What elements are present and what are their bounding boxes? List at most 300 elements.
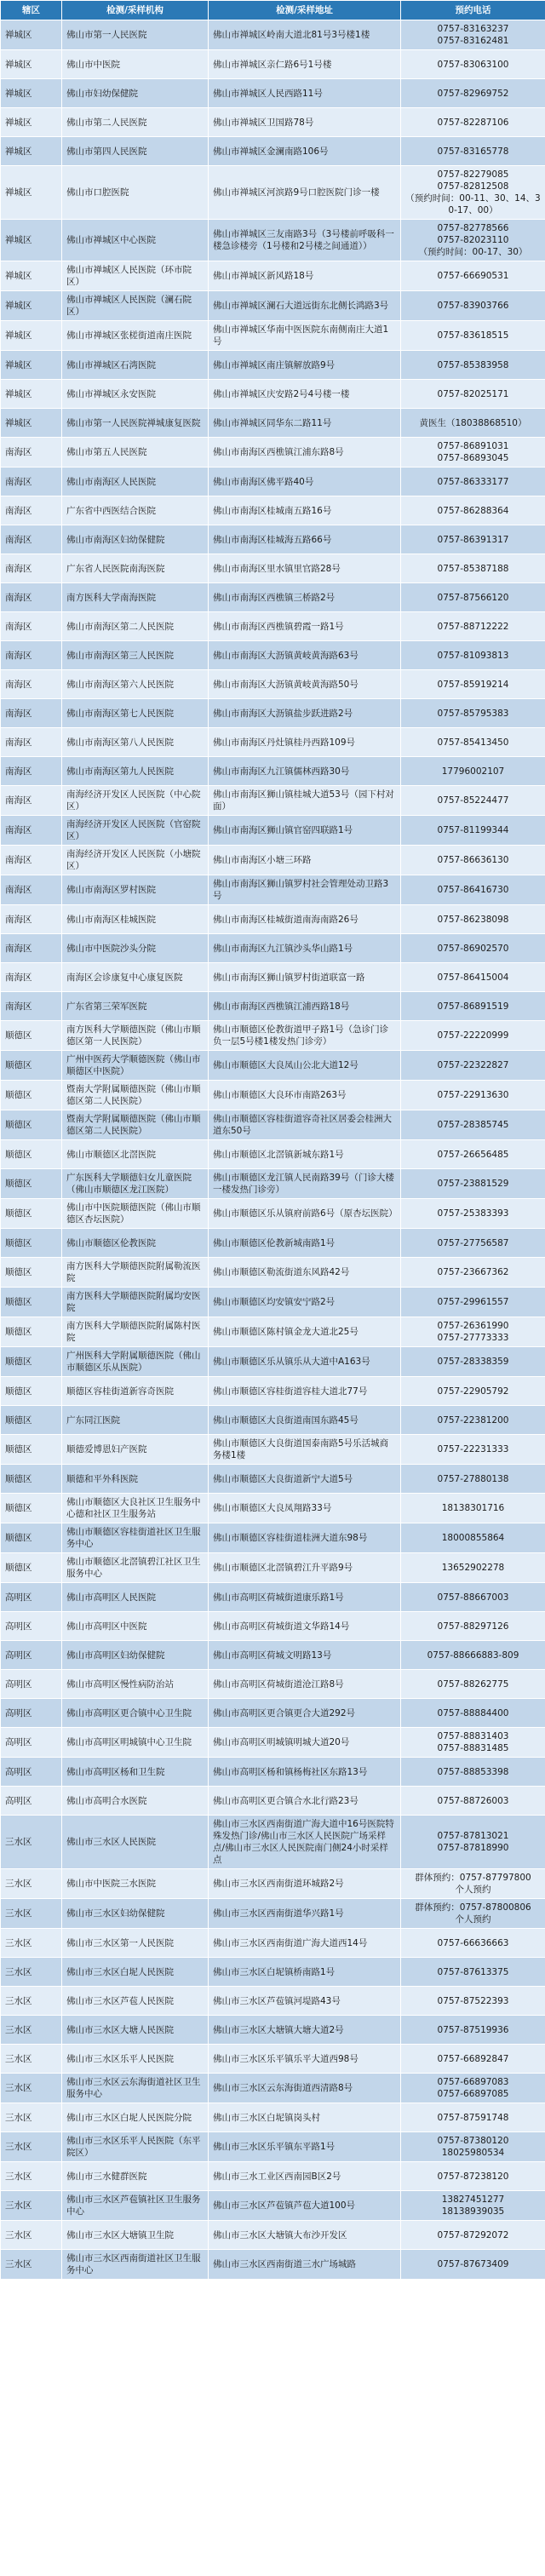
phone-cell: 0757-81199344: [401, 816, 545, 846]
table-row: [1, 1229, 545, 1258]
address-cell: 佛山市顺德区大良凤翔路33号: [209, 1494, 401, 1523]
address-cell: 佛山市南海区狮山镇桂城大道53号（园下村对面）: [209, 786, 401, 816]
institution-cell: 佛山市第二人民医院: [62, 108, 209, 137]
address-cell: 佛山市南海区狮山镇官窑四联路1号: [209, 816, 401, 846]
institution-cell: 佛山市三水区大塘人民医院: [62, 2016, 209, 2045]
table-row: [1, 670, 545, 699]
table-row: [1, 1958, 545, 1987]
table-row: [1, 1583, 545, 1612]
table-row: [1, 1169, 545, 1199]
phone-cell: 0757-22220999: [401, 1021, 545, 1051]
district-cell: 禅城区: [1, 50, 62, 79]
phone-cell: 0757-86891519: [401, 992, 545, 1021]
institution-cell: 顺德区容桂街道新容奇医院: [62, 1377, 209, 1406]
phone-cell: 0757-83063100: [401, 50, 545, 79]
address-cell: 佛山市三水区西南街道环城路2号: [209, 1869, 401, 1899]
phone-cell: 群体预约：0757-87800806 个人预约: [401, 1899, 545, 1929]
address-cell: 佛山市顺德区伦教新城南路1号: [209, 1229, 401, 1258]
address-cell: 佛山市高明区荷城街道康乐路1号: [209, 1583, 401, 1612]
district-cell: 禅城区: [1, 220, 62, 261]
address-cell: 佛山市禅城区同华东二路11号: [209, 409, 401, 438]
phone-cell: 0757-86415004: [401, 963, 545, 992]
address-cell: 佛山市三水区云东海街道西清路8号: [209, 2074, 401, 2103]
institution-cell: 佛山市高明区慢性病防治站: [62, 1670, 209, 1699]
institution-cell: 佛山市高明区杨和卫生院: [62, 1758, 209, 1787]
phone-cell: 0757-27756587: [401, 1229, 545, 1258]
address-cell: 佛山市三水工业区西南园B区2号: [209, 2162, 401, 2191]
institution-cell: 佛山市顺德区北滘医院: [62, 1140, 209, 1169]
phone-cell: 0757-26361990 0757-27773333: [401, 1317, 545, 1347]
institution-cell: 佛山市禅城区人民医院（环市院区）: [62, 261, 209, 291]
table-row: [1, 963, 545, 992]
phone-cell: 18000855864: [401, 1523, 545, 1553]
table-row: [1, 220, 545, 261]
table-row: [1, 79, 545, 108]
institution-cell: 南海经济开发区人民医院（小塘院区）: [62, 846, 209, 875]
table-row: [1, 1612, 545, 1641]
address-cell: 佛山市禅城区金澜南路106号: [209, 137, 401, 166]
district-cell: 三水区: [1, 2162, 62, 2191]
district-cell: 三水区: [1, 2016, 62, 2045]
phone-cell: 0757-88666883-809: [401, 1641, 545, 1670]
phone-cell: 0757-26656485: [401, 1140, 545, 1169]
institution-cell: 南海区会诊康复中心康复医院: [62, 963, 209, 992]
institution-cell: 佛山市高明区中医院: [62, 1612, 209, 1641]
district-cell: 高明区: [1, 1787, 62, 1816]
table-row: [1, 380, 545, 409]
institution-cell: 顺德和平外科医院: [62, 1465, 209, 1494]
table-row: [1, 1728, 545, 1758]
phone-cell: 0757-86333177: [401, 468, 545, 496]
address-cell: 佛山市顺德区陈村镇金龙大道北25号: [209, 1317, 401, 1347]
table-row: [1, 1670, 545, 1699]
institution-cell: 暨南大学附属顺德医院（佛山市顺德区第二人民医院）: [62, 1081, 209, 1110]
phone-cell: 黄医生（18038868510）: [401, 409, 545, 438]
district-cell: 顺德区: [1, 1051, 62, 1081]
institution-cell: 佛山市南海区第八人民医院: [62, 728, 209, 757]
phone-cell: 0757-87591748: [401, 2103, 545, 2132]
institution-cell: 佛山市第四人民医院: [62, 137, 209, 166]
phone-cell: 0757-87813021 0757-87818990: [401, 1816, 545, 1869]
address-cell: 佛山市三水区大塘镇大塘大道2号: [209, 2016, 401, 2045]
address-cell: 佛山市顺德区乐从镇府前路6号（原杏坛医院）: [209, 1199, 401, 1229]
address-cell: 佛山市三水区白坭镇桥南路1号: [209, 1958, 401, 1987]
institution-cell: 南海经济开发区人民医院（官窑院区）: [62, 816, 209, 846]
district-cell: 顺德区: [1, 1435, 62, 1465]
address-cell: 佛山市高明区荷城街道文华路14号: [209, 1612, 401, 1641]
address-cell: 佛山市南海区佛平路40号: [209, 468, 401, 496]
district-cell: 南海区: [1, 992, 62, 1021]
district-cell: 三水区: [1, 1869, 62, 1899]
phone-cell: 0757-86891031 0757-86893045: [401, 438, 545, 468]
address-cell: 佛山市南海区里水镇里官路28号: [209, 554, 401, 583]
table-row: [1, 20, 545, 50]
phone-cell: 0757-87292072: [401, 2221, 545, 2250]
table-row: [1, 1406, 545, 1435]
table-row: [1, 468, 545, 496]
address-cell: 佛山市南海区桂城街道南海南路26号: [209, 905, 401, 934]
district-cell: 顺德区: [1, 1229, 62, 1258]
institution-cell: 佛山市顺德区大良社区卫生服务中心德和社区卫生服务站: [62, 1494, 209, 1523]
institution-cell: 南方医科大学南海医院: [62, 583, 209, 612]
table-row: [1, 1987, 545, 2016]
institution-cell: 佛山市南海区人民医院: [62, 468, 209, 496]
phone-cell: 0757-87673409: [401, 2250, 545, 2280]
address-cell: 佛山市三水区白坭镇岗头村: [209, 2103, 401, 2132]
address-cell: 佛山市顺德区大良街道南国东路45号: [209, 1406, 401, 1435]
address-cell: 佛山市禅城区岭南大道北81号3号楼1楼: [209, 20, 401, 50]
district-cell: 三水区: [1, 1958, 62, 1987]
institution-cell: 佛山市禅城区人民医院（澜石院区）: [62, 291, 209, 321]
phone-cell: 0757-86238098: [401, 905, 545, 934]
table-row: [1, 166, 545, 220]
address-cell: 佛山市顺德区大良街道国泰南路5号乐活城商务楼1楼: [209, 1435, 401, 1465]
institution-cell: 广东省中西医结合医院: [62, 496, 209, 525]
table-row: [1, 846, 545, 875]
phone-cell: 0757-85919214: [401, 670, 545, 699]
institution-cell: 佛山市南海区桂城医院: [62, 905, 209, 934]
institution-cell: 佛山市三水区云东海街道社区卫生服务中心: [62, 2074, 209, 2103]
phone-cell: 0757-87238120: [401, 2162, 545, 2191]
phone-cell: 17796002107: [401, 757, 545, 786]
district-cell: 南海区: [1, 612, 62, 641]
district-cell: 顺德区: [1, 1258, 62, 1288]
district-cell: 南海区: [1, 699, 62, 728]
table-row: [1, 1816, 545, 1869]
district-cell: 三水区: [1, 2250, 62, 2280]
district-cell: 三水区: [1, 1929, 62, 1958]
header-institution: 检测/采样机构: [62, 1, 209, 20]
district-cell: 南海区: [1, 583, 62, 612]
phone-cell: 0757-66897083 0757-66897085: [401, 2074, 545, 2103]
phone-cell: 0757-85383958: [401, 351, 545, 380]
table-row: [1, 1494, 545, 1523]
phone-cell: 0757-88853398: [401, 1758, 545, 1787]
address-cell: 佛山市高明区荷城街道沧江路8号: [209, 1670, 401, 1699]
district-cell: 禅城区: [1, 261, 62, 291]
institution-cell: 佛山市三水区乐平人民医院（东平院区）: [62, 2132, 209, 2162]
institution-cell: 佛山市三水健群医院: [62, 2162, 209, 2191]
table-row: [1, 1110, 545, 1140]
district-cell: 三水区: [1, 2132, 62, 2162]
phone-cell: 13652902278: [401, 1553, 545, 1583]
institution-cell: 佛山市三水区人民医院: [62, 1816, 209, 1869]
table-row: [1, 934, 545, 963]
table-row: [1, 2132, 545, 2162]
institution-cell: 佛山市高明区人民医院: [62, 1583, 209, 1612]
table-row: [1, 1929, 545, 1958]
table-row: [1, 1081, 545, 1110]
institution-cell: 佛山市三水区乐平人民医院: [62, 2045, 209, 2074]
institution-cell: 佛山市顺德区北滘镇碧江社区卫生服务中心: [62, 1553, 209, 1583]
institution-cell: 佛山市三水区白坭人民医院分院: [62, 2103, 209, 2132]
address-cell: 佛山市顺德区容桂街道容桂大道北77号: [209, 1377, 401, 1406]
institution-cell: 佛山市第五人民医院: [62, 438, 209, 468]
district-cell: 顺德区: [1, 1169, 62, 1199]
district-cell: 南海区: [1, 554, 62, 583]
phone-cell: 0757-83163237 0757-83162481: [401, 20, 545, 50]
institution-cell: 广州医科大学附属顺德医院（佛山市顺德区乐从医院）: [62, 1347, 209, 1377]
district-cell: 顺德区: [1, 1081, 62, 1110]
institution-cell: 佛山市高明区妇幼保健院: [62, 1641, 209, 1670]
phone-cell: 0757-86391317: [401, 525, 545, 554]
table-row: [1, 1021, 545, 1051]
institution-cell: 佛山市高明合水医院: [62, 1787, 209, 1816]
table-row: [1, 583, 545, 612]
phone-cell: 0757-27880138: [401, 1465, 545, 1494]
phone-cell: 13827451277 18138939035: [401, 2191, 545, 2221]
phone-cell: 0757-87613375: [401, 1958, 545, 1987]
district-cell: 高明区: [1, 1670, 62, 1699]
institution-cell: 广东医科大学顺德妇女儿童医院（佛山市顺德区龙江医院）: [62, 1169, 209, 1199]
district-cell: 南海区: [1, 757, 62, 786]
institution-cell: 佛山市妇幼保健院: [62, 79, 209, 108]
institution-cell: 南方医科大学顺德医院附属均安医院: [62, 1288, 209, 1317]
table-row: [1, 1435, 545, 1465]
table-row: [1, 2074, 545, 2103]
phone-cell: 0757-85224477: [401, 786, 545, 816]
institution-cell: 佛山市南海区第七人民医院: [62, 699, 209, 728]
institution-cell: 佛山市中医院顺德医院（佛山市顺德区杏坛医院）: [62, 1199, 209, 1229]
phone-cell: 0757-86902570: [401, 934, 545, 963]
address-cell: 佛山市三水区乐平镇乐平大道西98号: [209, 2045, 401, 2074]
table-row: [1, 1051, 545, 1081]
table-row: [1, 525, 545, 554]
address-cell: 佛山市高明区明城镇明城大道20号: [209, 1728, 401, 1758]
institution-cell: 佛山市三水区芦苞人民医院: [62, 1987, 209, 2016]
phone-cell: 0757-22913630: [401, 1081, 545, 1110]
table-row: [1, 875, 545, 905]
table-row: [1, 1758, 545, 1787]
institution-cell: 佛山市中医院: [62, 50, 209, 79]
institution-cell: 佛山市三水区芦苞镇社区卫生服务中心: [62, 2191, 209, 2221]
institution-cell: 佛山市第一人民医院禅城康复医院: [62, 409, 209, 438]
table-row: [1, 108, 545, 137]
institution-cell: 佛山市三水区大塘镇卫生院: [62, 2221, 209, 2250]
district-cell: 三水区: [1, 1816, 62, 1869]
district-cell: 南海区: [1, 934, 62, 963]
institution-cell: 佛山市禅城区中心医院: [62, 220, 209, 261]
address-cell: 佛山市禅城区人民西路11号: [209, 79, 401, 108]
institution-cell: 佛山市禅城区永安医院: [62, 380, 209, 409]
district-cell: 南海区: [1, 641, 62, 670]
district-cell: 南海区: [1, 786, 62, 816]
district-cell: 禅城区: [1, 351, 62, 380]
district-cell: 三水区: [1, 2074, 62, 2103]
table-row: [1, 438, 545, 468]
phone-cell: 0757-85795383: [401, 699, 545, 728]
address-cell: 佛山市高明区杨和镇杨梅社区东路13号: [209, 1758, 401, 1787]
table-row: [1, 351, 545, 380]
address-cell: 佛山市禅城区澜石大道远街东北侧长鸿路3号: [209, 291, 401, 321]
address-cell: 佛山市禅城区河滨路9号口腔医院门诊一楼: [209, 166, 401, 220]
district-cell: 南海区: [1, 468, 62, 496]
address-cell: 佛山市禅城区卫国路78号: [209, 108, 401, 137]
phone-cell: 0757-87522393: [401, 1987, 545, 2016]
address-cell: 佛山市禅城区庆安路2号4号楼一楼: [209, 380, 401, 409]
table-row: [1, 291, 545, 321]
address-cell: 佛山市南海区大沥镇盐步跃进路2号: [209, 699, 401, 728]
table-row: [1, 2191, 545, 2221]
district-cell: 禅城区: [1, 137, 62, 166]
address-cell: 佛山市禅城区南庄镇解放路9号: [209, 351, 401, 380]
phone-cell: 0757-83165778: [401, 137, 545, 166]
address-cell: 佛山市南海区西樵镇碧霞一路1号: [209, 612, 401, 641]
district-cell: 南海区: [1, 905, 62, 934]
institution-cell: 佛山市顺德区容桂街道社区卫生服务中心: [62, 1523, 209, 1553]
table-row: [1, 757, 545, 786]
institution-cell: 佛山市禅城区石湾医院: [62, 351, 209, 380]
institution-cell: 佛山市三水区白坭人民医院: [62, 1958, 209, 1987]
table-row: [1, 50, 545, 79]
address-cell: 佛山市南海区西樵镇江浦东路8号: [209, 438, 401, 468]
address-cell: 佛山市顺德区北滘镇新城东路1号: [209, 1140, 401, 1169]
institution-cell: 广东省第三荣军医院: [62, 992, 209, 1021]
institution-cell: 佛山市南海区第三人民医院: [62, 641, 209, 670]
district-cell: 禅城区: [1, 380, 62, 409]
table-row: [1, 786, 545, 816]
institution-cell: 佛山市三水区第一人民医院: [62, 1929, 209, 1958]
institution-cell: 佛山市顺德区伦教医院: [62, 1229, 209, 1258]
institution-cell: 佛山市三水区妇幼保健院: [62, 1899, 209, 1929]
address-cell: 佛山市三水区芦苞镇河堤路43号: [209, 1987, 401, 2016]
district-cell: 高明区: [1, 1699, 62, 1728]
table-row: [1, 699, 545, 728]
table-row: [1, 1377, 545, 1406]
institution-cell: 南方医科大学顺德医院附属陈村医院: [62, 1317, 209, 1347]
phone-cell: 0757-88884400: [401, 1699, 545, 1728]
table-row: [1, 496, 545, 525]
phone-cell: 0757-82287106: [401, 108, 545, 137]
phone-cell: 18138301716: [401, 1494, 545, 1523]
table-row: [1, 1258, 545, 1288]
district-cell: 顺德区: [1, 1494, 62, 1523]
phone-cell: 0757-86636130: [401, 846, 545, 875]
address-cell: 佛山市三水区西南街道三水广场城路: [209, 2250, 401, 2280]
phone-cell: 0757-66690531: [401, 261, 545, 291]
phone-cell: 0757-88831403 0757-88831485: [401, 1728, 545, 1758]
phone-cell: 群体预约：0757-87797800 个人预约: [401, 1869, 545, 1899]
table-row: [1, 261, 545, 291]
district-cell: 顺德区: [1, 1523, 62, 1553]
district-cell: 禅城区: [1, 79, 62, 108]
phone-cell: 0757-82969752: [401, 79, 545, 108]
address-cell: 佛山市三水区乐平镇东平路1号: [209, 2132, 401, 2162]
address-cell: 佛山市顺德区勒流街道东风路42号: [209, 1258, 401, 1288]
phone-cell: 0757-23881529: [401, 1169, 545, 1199]
table-row: [1, 137, 545, 166]
address-cell: 佛山市南海区狮山镇罗村社会管理处动卫路3号: [209, 875, 401, 905]
address-cell: 佛山市南海区狮山镇罗村街道联富一路: [209, 963, 401, 992]
address-cell: 佛山市顺德区大良凤山公北大道12号: [209, 1051, 401, 1081]
phone-cell: 0757-88712222: [401, 612, 545, 641]
institution-cell: 南方医科大学顺德医院（佛山市顺德区第一人民医院）: [62, 1021, 209, 1051]
district-cell: 顺德区: [1, 1199, 62, 1229]
phone-cell: 0757-66892847: [401, 2045, 545, 2074]
table-row: [1, 1317, 545, 1347]
address-cell: 佛山市禅城区华南中医医院东南侧南庄大道1号: [209, 321, 401, 351]
district-cell: 三水区: [1, 1899, 62, 1929]
header-address: 检测/采样地址: [209, 1, 401, 20]
table-row: [1, 321, 545, 351]
district-cell: 三水区: [1, 1987, 62, 2016]
district-cell: 南海区: [1, 816, 62, 846]
table-row: [1, 1288, 545, 1317]
header-district: 辖区: [1, 1, 62, 20]
phone-cell: 0757-28338359: [401, 1347, 545, 1377]
table-row: [1, 1465, 545, 1494]
institution-cell: 广东省人民医院南海医院: [62, 554, 209, 583]
district-cell: 禅城区: [1, 20, 62, 50]
table-row: [1, 1523, 545, 1553]
institution-cell: 佛山市高明区明城镇中心卫生院: [62, 1728, 209, 1758]
table-row: [1, 2045, 545, 2074]
institution-cell: 佛山市南海区罗村医院: [62, 875, 209, 905]
phone-cell: 0757-22905792: [401, 1377, 545, 1406]
district-cell: 南海区: [1, 846, 62, 875]
table-row: [1, 2221, 545, 2250]
phone-cell: 0757-85413450: [401, 728, 545, 757]
district-cell: 禅城区: [1, 108, 62, 137]
table-row: [1, 1899, 545, 1929]
district-cell: 顺德区: [1, 1377, 62, 1406]
phone-cell: 0757-83618515: [401, 321, 545, 351]
address-cell: 佛山市南海区小塘三环路: [209, 846, 401, 875]
address-cell: 佛山市三水区西南街道广海大道中16号医院特殊发热门诊/佛山市三水区人民医院广场采样点/佛山市三水区人民医院南门侧24小时采样点: [209, 1816, 401, 1869]
district-cell: 三水区: [1, 2103, 62, 2132]
phone-cell: 0757-86416730: [401, 875, 545, 905]
address-cell: 佛山市顺德区均安镇安宁路2号: [209, 1288, 401, 1317]
district-cell: 高明区: [1, 1583, 62, 1612]
table-row: [1, 1699, 545, 1728]
address-cell: 佛山市南海区九江镇儒林西路30号: [209, 757, 401, 786]
district-cell: 禅城区: [1, 166, 62, 220]
address-cell: 佛山市高明区荷城文明路13号: [209, 1641, 401, 1670]
institution-cell: 佛山市第一人民医院: [62, 20, 209, 50]
district-cell: 南海区: [1, 525, 62, 554]
address-cell: 佛山市顺德区乐从镇乐从大道中A163号: [209, 1347, 401, 1377]
phone-cell: 0757-88297126: [401, 1612, 545, 1641]
address-cell: 佛山市顺德区容桂街道容奇社区居委会桂洲大道东50号: [209, 1110, 401, 1140]
address-cell: 佛山市南海区大沥镇黄岐黄海路50号: [209, 670, 401, 699]
address-cell: 佛山市顺德区容桂街道桂洲大道东98号: [209, 1523, 401, 1553]
address-cell: 佛山市顺德区大良环市南路263号: [209, 1081, 401, 1110]
district-cell: 禅城区: [1, 409, 62, 438]
address-cell: 佛山市顺德区大良街道新宁大道5号: [209, 1465, 401, 1494]
district-cell: 三水区: [1, 2221, 62, 2250]
address-cell: 佛山市高明区更合镇合水北行路23号: [209, 1787, 401, 1816]
district-cell: 禅城区: [1, 321, 62, 351]
institution-cell: 佛山市口腔医院: [62, 166, 209, 220]
institution-cell: 暨南大学附属顺德医院（佛山市顺德区第二人民医院）: [62, 1110, 209, 1140]
district-cell: 南海区: [1, 728, 62, 757]
institution-cell: 顺德爱博恩妇产医院: [62, 1435, 209, 1465]
phone-cell: 0757-25383393: [401, 1199, 545, 1229]
district-cell: 南海区: [1, 875, 62, 905]
address-cell: 佛山市南海区西樵镇江浦西路18号: [209, 992, 401, 1021]
district-cell: 顺德区: [1, 1110, 62, 1140]
phone-cell: 0757-87380120 18025980534: [401, 2132, 545, 2162]
district-cell: 顺德区: [1, 1406, 62, 1435]
phone-cell: 0757-88726003: [401, 1787, 545, 1816]
table-header-row: [1, 1, 545, 20]
table-row: [1, 2250, 545, 2280]
table-row: [1, 2103, 545, 2132]
address-cell: 佛山市南海区桂城海五路66号: [209, 525, 401, 554]
phone-cell: 0757-86288364: [401, 496, 545, 525]
address-cell: 佛山市顺德区伦教街道甲子路1号（急诊门诊负一层5号楼1楼发热门诊旁）: [209, 1021, 401, 1051]
institution-cell: 佛山市南海区第六人民医院: [62, 670, 209, 699]
